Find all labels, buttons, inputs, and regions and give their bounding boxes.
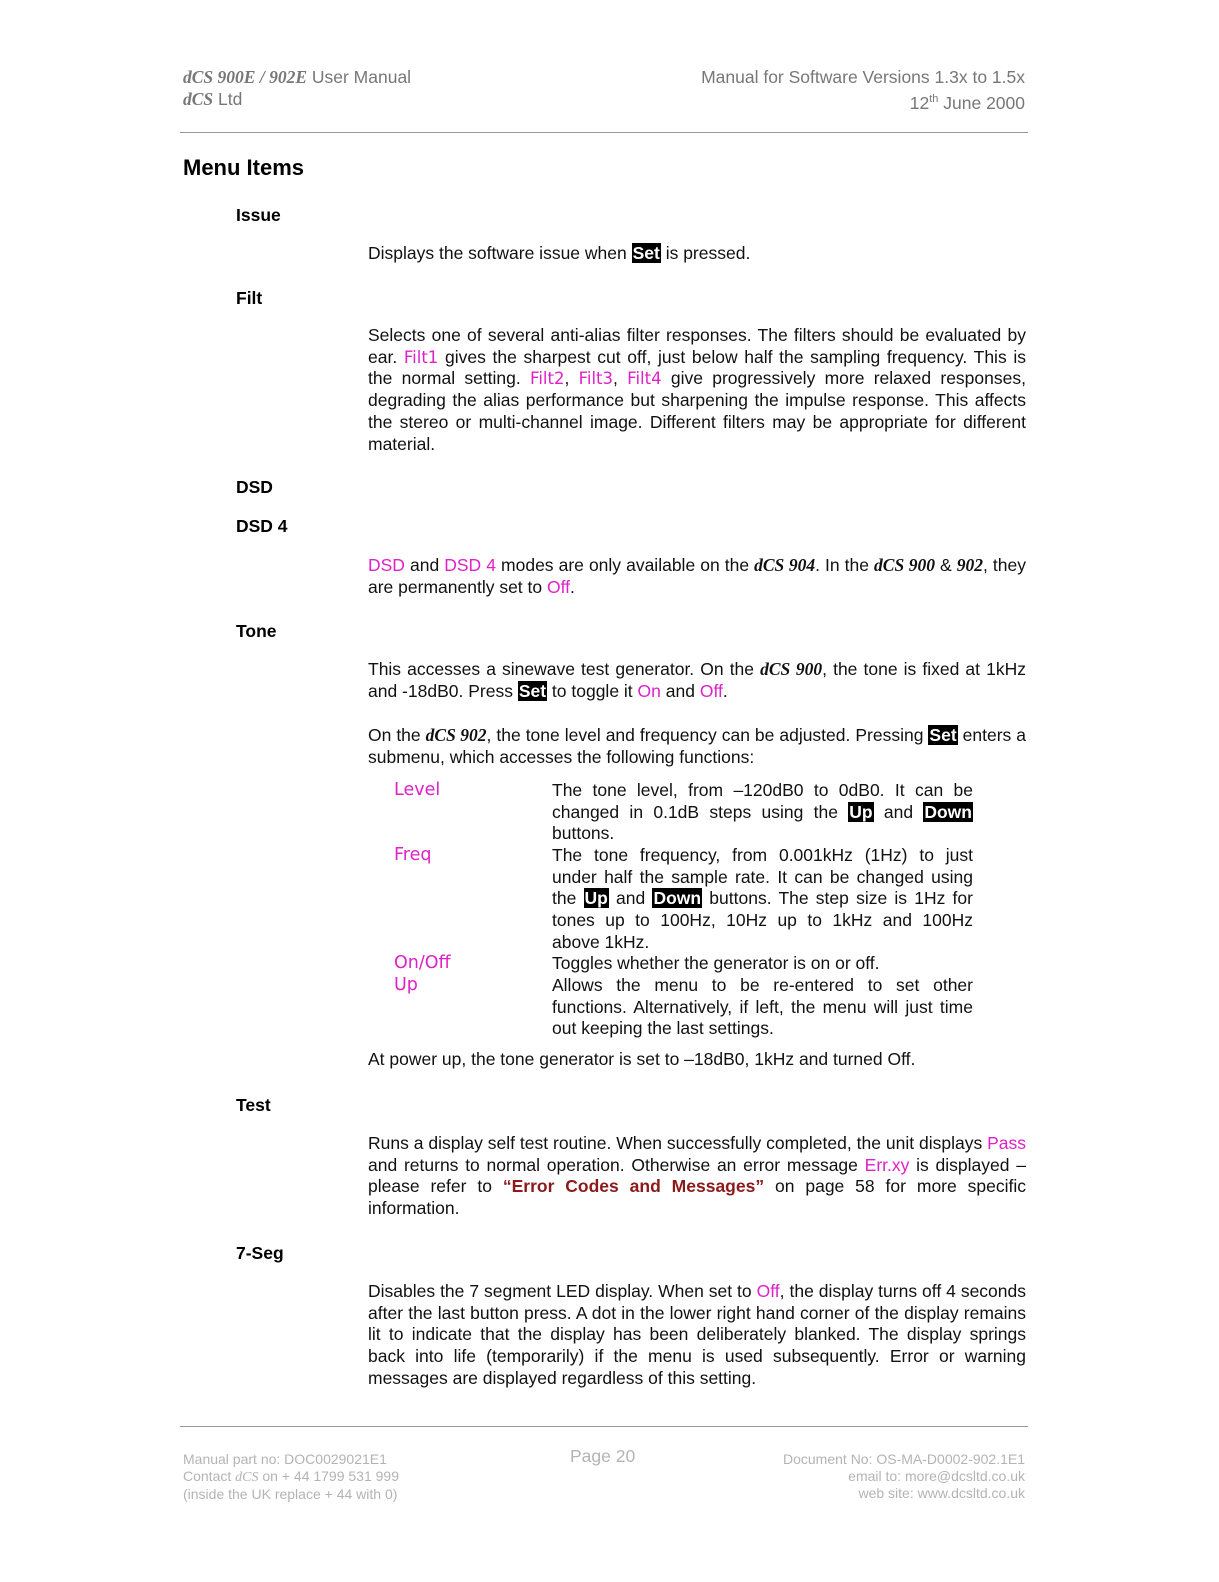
submenu-desc-level: The tone level, from –120dB0 to 0dB0. It can be changed in 0.1dB steps using the Up and Down buttons. (552, 780, 973, 844)
error-codes-link[interactable]: “Error Codes and Messages” (502, 1176, 765, 1197)
footer-rule (180, 1426, 1028, 1427)
heading-filt: Filt (236, 288, 263, 308)
header-company-line (183, 88, 411, 110)
header-company: dCS (183, 89, 214, 109)
footer-uk-note: (inside the UK replace + 44 with 0) (183, 1486, 398, 1502)
footer-doc-no: Document No: OS-MA-D0002-902.1E1 (783, 1451, 1025, 1467)
heading-tone: Tone (236, 621, 277, 641)
page-title: Menu Items (183, 155, 305, 180)
page-number: Page 20 (570, 1446, 636, 1466)
tone-paragraph-2: On the dCS 902, the tone level and frequency can be adjusted. Pressing Set enters a submenu, which accesses the following functions: (368, 725, 1026, 767)
footer-contact: Contact dCS on + 44 1799 531 999 (183, 1468, 400, 1485)
header-rule (180, 132, 1028, 133)
header-model-line (183, 66, 411, 88)
submenu-label-up: Up (394, 975, 418, 995)
issue-paragraph: Displays the software issue when Set is pressed. (368, 243, 751, 263)
dsd-paragraph: DSD and DSD 4 modes are only available on the dCS 904. In the dCS 900 & 902, they are permanently set to Off. (368, 555, 1027, 597)
footer-web[interactable]: web site: www.dcsltd.co.uk (858, 1485, 1025, 1501)
submenu-label-level: Level (394, 780, 441, 800)
seg-paragraph: Disables the 7 segment LED display. When set to Off, the display turns off 4 seconds after the last button press. A dot in the lower right hand corner of the display remains lit to indicate that the display has been deliberately blanked. The display springs back into life (temporarily) if the menu is used subsequently. Error or warning messages are displayed regardless of this setting. (368, 1281, 1027, 1388)
heading-7seg: 7-Seg (236, 1243, 284, 1263)
submenu-desc-onoff: Toggles whether the generator is on or off. (552, 953, 880, 973)
heading-dsd: DSD (236, 477, 273, 497)
filt1-label: Filt1 (403, 347, 439, 367)
filt-paragraph: Selects one of several anti-alias filter responses. The filters should be evaluated by ear. Filt1 gives the sharpest cut off, just below half the sampling frequency. This is the normal setting. Filt2, Filt3, Filt4 give progressively more relaxed responses, degrading the alias performance but sharpening the impulse response. This affects the stereo or multi-channel image. Different filters may be appropriate for different material. (368, 325, 1027, 454)
header-date: 12th June 2000 (909, 92, 1025, 113)
footer-part-no: Manual part no: DOC0029021E1 (183, 1451, 387, 1467)
heading-dsd4: DSD 4 (236, 516, 288, 536)
test-paragraph: Runs a display self test routine. When successfully completed, the unit displays Pass and returns to normal operation. Otherwise an error message Err.xy is displayed – please refer to “Error Codes and Messages” on page 58 for more specific information. (368, 1133, 1026, 1219)
header-versions: Manual for Software Versions 1.3x to 1.5x (701, 67, 1025, 87)
heading-issue: Issue (236, 205, 281, 225)
footer-email[interactable]: email to: more@dcsltd.co.uk (848, 1468, 1025, 1484)
submenu-label-freq: Freq (394, 845, 432, 865)
footer-right (783, 1451, 1025, 1502)
filt2-label: Filt2 (530, 369, 565, 389)
submenu-desc-up: Allows the menu to be re-entered to set other functions. Alternatively, if left, the menu will just time out keeping the last settings. (552, 975, 973, 1039)
header-model: dCS 900E / 902E (183, 67, 307, 87)
header-left (183, 66, 411, 110)
heading-test: Test (236, 1095, 271, 1115)
tone-paragraph-1: This accesses a sinewave test generator. On the dCS 900, the tone is fixed at 1kHz and -18dB0. Press Set to toggle it On and Off. (368, 659, 1026, 701)
header-manual: User Manual (307, 67, 412, 87)
filt4-label: Filt4 (627, 369, 662, 389)
filt3-label: Filt3 (578, 369, 614, 389)
tone-paragraph-3: At power up, the tone generator is set to –18dB0, 1kHz and turned Off. (368, 1049, 916, 1069)
header-right (701, 66, 1025, 114)
set-button-label: Set (632, 243, 660, 263)
submenu-label-onoff: On/Off (394, 953, 451, 973)
submenu-desc-freq: The tone frequency, from 0.001kHz (1Hz) to just under half the sample rate. It can be changed using the Up and Down buttons. The step size is 1Hz for tones up to 100Hz, 10Hz up to 1kHz and 100Hz above 1kHz. (552, 845, 973, 952)
footer-left (183, 1451, 399, 1503)
header-company-suffix: Ltd (213, 89, 243, 109)
